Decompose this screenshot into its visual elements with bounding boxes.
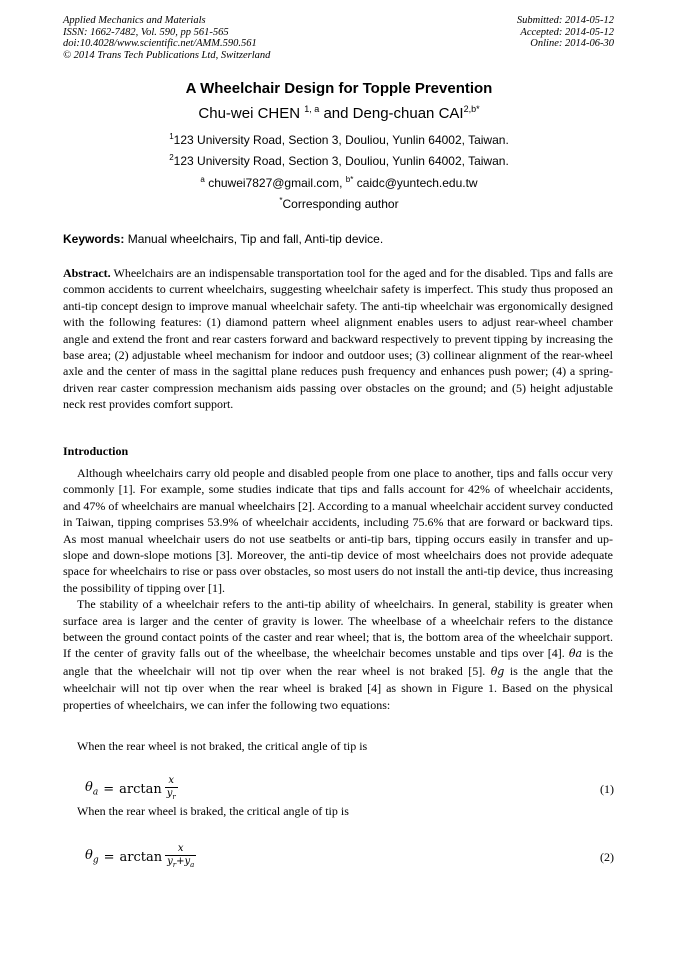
introduction-body (63, 465, 613, 713)
eq1-lhs: $\theta_a$ (85, 780, 99, 798)
journal-name: Applied Mechanics and Materials (63, 15, 206, 26)
intro-paragraph-1: Although wheelchairs carry old people and disabled people from one place to another, tips and falls occur very commonly [1]. For example, some studies indicate that tips and falls account for 42% of wheelchair accidents, and 47% of wheelchairs are manual wheelchairs [2]. According to a manual wheelchair accident survey conducted in Taiwan, tipping comprises 53.9% of wheelchair accidents, including 75.6% that are forward or backward tips. As most manual wheelchair users do not use seatbelts or anti-tip bars, tipping occurs easily in transfer and up-slope and down-slope motions [3]. Moreover, the anti-tip device of most wheelchairs does not provide adequate space for wheelchairs to rise or pass over obstacles, so most users do not install the anti-tip device, thus increasing the possibility of tipping over [1]. (63, 466, 613, 595)
equation-2 (85, 843, 196, 871)
intro-p2-part-c: is the angle that the wheelchair will not tip over when the rear wheel is braked [4] as shown in Figure 1. Based on the physical properties of wheelchairs, we can infer the following two equations: (63, 663, 614, 712)
theta-a-symbol: θa (568, 647, 583, 661)
accepted-date: Accepted: 2014-05-12 (520, 26, 614, 38)
affiliation-1-text: 123 University Road, Section 3, Douliou, Yunlin 64002, Taiwan. (173, 133, 509, 147)
author-2-sup: 2,b* (463, 104, 480, 114)
author-line (0, 104, 678, 122)
eq1-denominator: $y_r$ (166, 788, 176, 801)
journal-copyright: © 2014 Trans Tech Publications Ltd, Switzerland (63, 49, 271, 61)
eq1-function: arctan (119, 781, 162, 797)
eq1-numerator: x (168, 775, 175, 786)
keywords-text: Manual wheelchairs, Tip and fall, Anti-tip device. (127, 232, 384, 246)
journal-issn: ISSN: 1662-7482, Vol. 590, pp 561-565 (63, 26, 229, 38)
keywords (63, 232, 383, 246)
eq2-numerator: x (177, 843, 184, 854)
intro-p2-part-b: is the angle that the wheelchair will not tip over when the rear wheel is not braked [5]. (63, 646, 614, 678)
corresponding-sup: * (279, 196, 283, 205)
author-2: Deng-chuan CAI (352, 105, 464, 122)
affiliation-1 (0, 132, 678, 147)
paper-title: A Wheelchair Design for Topple Prevention (185, 80, 493, 97)
author-and: and (323, 105, 349, 122)
equation-1-intro-line: When the rear wheel is not braked, the critical angle of tip is (77, 739, 368, 753)
email-b: caidc@yuntech.edu.tw (356, 176, 478, 190)
intro-paragraph-2 (63, 596, 613, 713)
affiliation-2 (0, 153, 678, 168)
author-1: Chu-wei CHEN (198, 105, 301, 122)
email-line (0, 175, 678, 190)
submitted-date: Submitted: 2014-05-12 (516, 15, 614, 26)
eq2-denominator: $y_r+y_a$ (167, 856, 195, 869)
journal-doi: doi:10.4028/www.scientific.net/AMM.590.561 (63, 38, 257, 49)
corresponding-text: Corresponding author (282, 197, 399, 211)
abstract-text: Wheelchairs are an indispensable transportation tool for the aged and for the disabled. Tips and falls are common accidents to current wheelchairs, suggesting wheelchair safety is imperfect. This study thus proposed an anti-tip concept design to improve manual wheelchair safety. The anti-tip wheelchair was ergonomically designed with the following features: (1) diamond pattern wheel alignment enables users to adjust rear-wheel chamber angle and extend the front and rear casters forward and backward respectively to prevent tipping by increasing the base area; (2) adjustable wheel mechanism for indoor and outdoor uses; (3) collinear alignment of the rear-wheel axle and the center of mass in the sagittal plane reduces push frequency and enhances push power; (4) a spring-driven rear caster compression mechanism aids passing over obstacles on the ground; and (5) height adjustable neck rest provides comfort support. (63, 266, 613, 412)
email-b-sup: b* (345, 175, 354, 184)
affiliation-1-sup: 1 (169, 132, 174, 141)
journal-header-left (63, 15, 270, 61)
abstract (63, 265, 613, 413)
abstract-label: Abstract. (63, 266, 111, 280)
email-a: chuwei7827@gmail.com, (208, 176, 343, 190)
eq2-equals: = (103, 849, 115, 865)
section-heading-introduction: Introduction (63, 444, 129, 458)
eq2-fraction (165, 843, 196, 871)
keywords-label: Keywords: (63, 232, 125, 246)
equation-2-number: (2) (600, 850, 614, 864)
eq2-function: arctan (119, 849, 163, 865)
equation-1-number: (1) (600, 782, 614, 796)
online-date: Online: 2014-06-30 (530, 38, 614, 49)
corresponding-note (0, 196, 678, 211)
journal-header-right (517, 15, 614, 50)
eq1-equals: = (103, 781, 115, 797)
affiliation-2-text: 123 University Road, Section 3, Douliou, Yunlin 64002, Taiwan. (173, 154, 509, 168)
email-a-sup: a (200, 175, 205, 184)
eq2-lhs: $\theta_g$ (85, 848, 99, 866)
affiliation-2-sup: 2 (169, 153, 174, 162)
intro-p2-part-a: The stability of a wheelchair refers to the anti-tip ability of wheelchairs. In general, stability is greater when surface area is larger and the center of gravity is lower. The wheelbase of a wheelchair refers to the distance between the ground contact points of the caster and rear wheel; that is, the bottom area of the wheelchair support. If the center of gravity falls out of the wheelbase, the wheelchair becomes unstable and tips over [4]. (63, 597, 613, 661)
equation-1 (85, 775, 178, 803)
eq1-fraction (165, 775, 178, 803)
theta-g-symbol: θg (490, 664, 505, 678)
author-1-sup: 1, a (304, 104, 320, 114)
equation-2-intro-line: When the rear wheel is braked, the critical angle of tip is (77, 804, 349, 818)
